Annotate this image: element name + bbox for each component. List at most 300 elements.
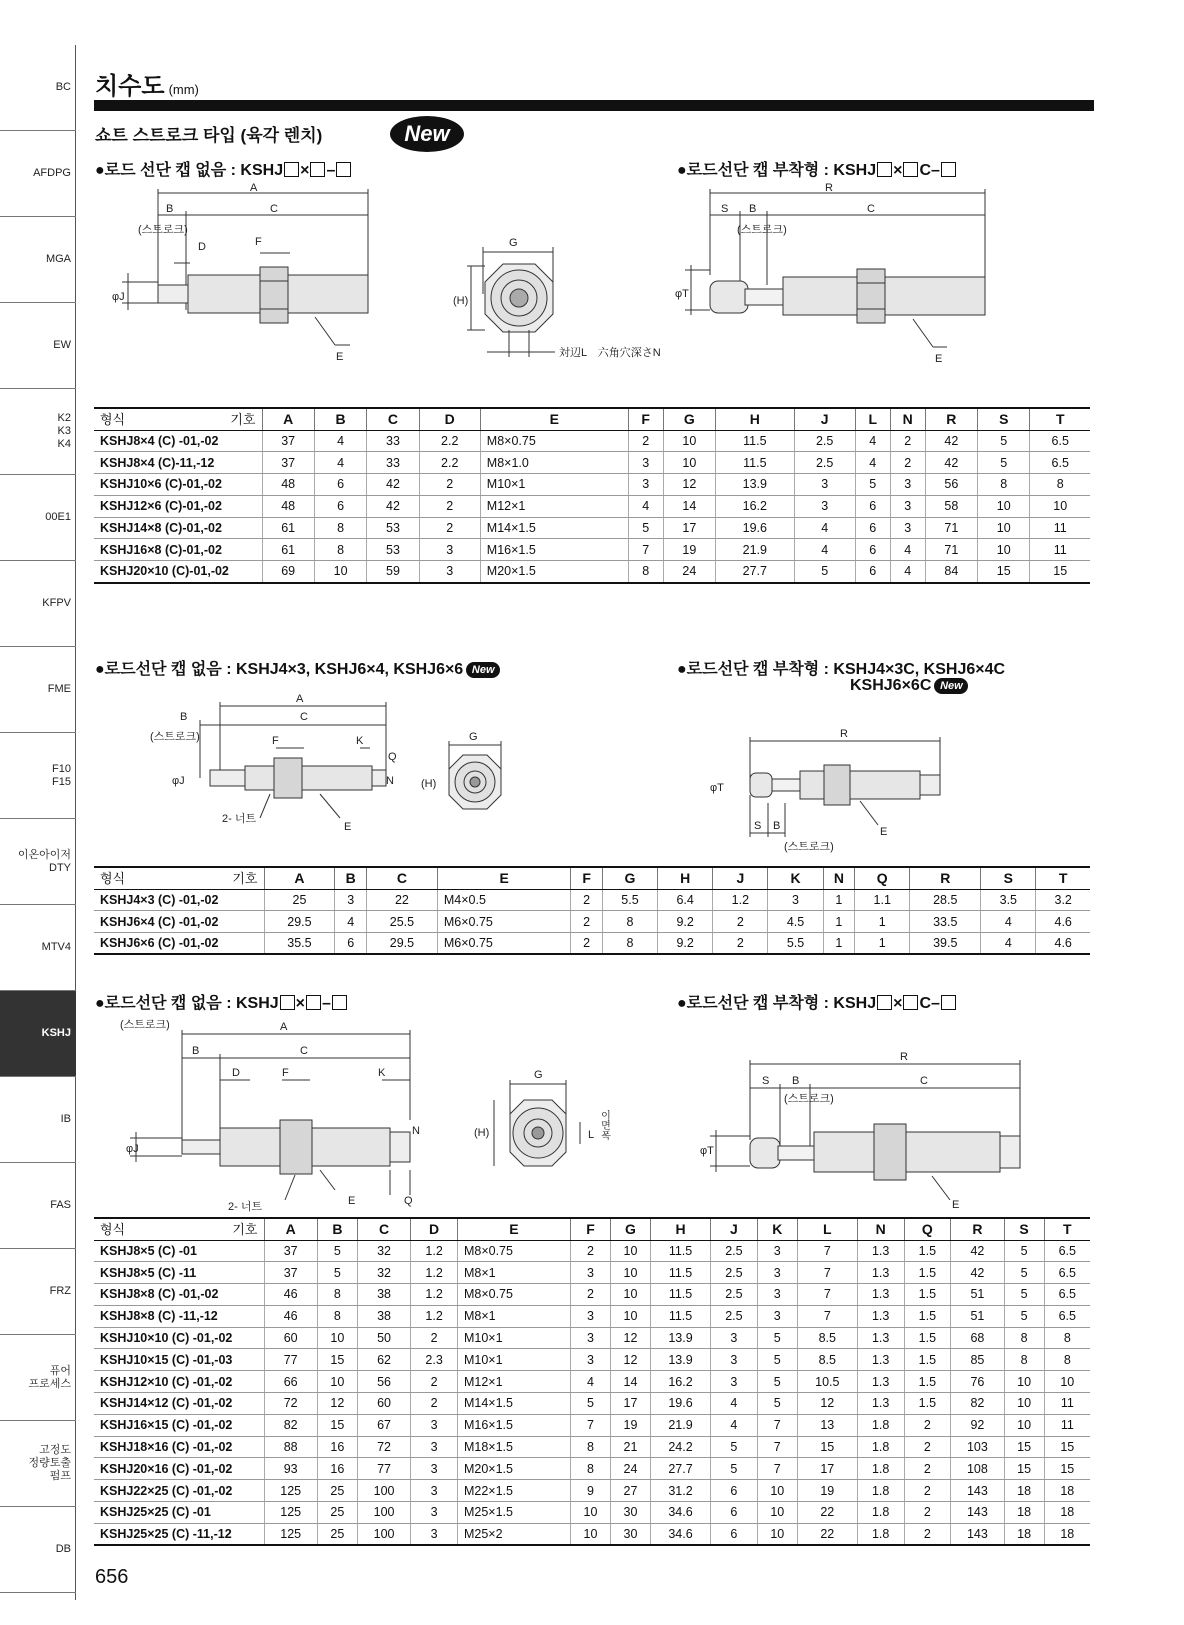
table-cell: M8×0.75 — [480, 430, 628, 452]
model-cell: KSHJ10×15 (C) -01,-03 — [94, 1349, 264, 1371]
table-cell: 10 — [978, 517, 1030, 539]
table-cell: 10 — [610, 1284, 650, 1306]
table-cell: 24.2 — [651, 1436, 711, 1458]
across-flats-label: 이면폭 — [598, 1110, 610, 1140]
column-header: J — [713, 867, 768, 889]
table-cell: 38 — [357, 1284, 410, 1306]
column-header: T — [1044, 1218, 1090, 1240]
table-cell: 7 — [570, 1414, 610, 1436]
sidebar-item-label: 프로세스 — [28, 1377, 71, 1390]
table-cell: 6 — [855, 561, 890, 583]
table-row — [94, 452, 1090, 474]
table-cell: 4.6 — [1036, 933, 1090, 955]
sidebar-item-label: 고정도 — [39, 1444, 71, 1456]
dim-label-G: G — [509, 237, 518, 249]
table-cell: 11.5 — [716, 430, 795, 452]
sidebar-item-label: F15 — [52, 775, 71, 788]
table-cell: 10 — [757, 1523, 797, 1545]
dim-label-B: B — [792, 1075, 800, 1087]
table-cell: 88 — [264, 1436, 317, 1458]
table-cell: 10 — [317, 1327, 357, 1349]
table-corner: 형식 기호 — [94, 408, 262, 430]
column-header: S — [1004, 1218, 1044, 1240]
table-cell: 1.3 — [857, 1284, 904, 1306]
table-cell: 22 — [797, 1523, 857, 1545]
table-cell: 6 — [711, 1523, 758, 1545]
column-header: A — [262, 408, 314, 430]
table-cell: 19.6 — [651, 1393, 711, 1415]
table-cell: 10 — [570, 1502, 610, 1524]
table-cell: 2 — [904, 1480, 951, 1502]
placeholder-box-icon — [306, 995, 321, 1010]
table-cell: 10.5 — [797, 1371, 857, 1393]
sidebar-item[interactable] — [0, 991, 76, 1077]
table-cell: 2 — [570, 1284, 610, 1306]
column-header: E — [480, 408, 628, 430]
table-cell: 2.5 — [794, 452, 855, 474]
table-cell: 18 — [1044, 1480, 1090, 1502]
table-cell: 4 — [794, 517, 855, 539]
column-header: B — [314, 408, 366, 430]
table-cell: 5 — [978, 452, 1030, 474]
table-cell: 6.5 — [1044, 1284, 1090, 1306]
table-cell: 5 — [1004, 1262, 1044, 1284]
sidebar-item[interactable] — [0, 303, 76, 389]
table-cell: 24 — [663, 561, 715, 583]
page-number: 656 — [95, 1566, 129, 1588]
table-cell: 143 — [951, 1523, 1004, 1545]
dim-label-B: B — [192, 1045, 200, 1057]
table-cell: 61 — [262, 539, 314, 561]
table-cell: 1.5 — [904, 1349, 951, 1371]
table-cell: 3 — [711, 1327, 758, 1349]
table-cell: M16×1.5 — [480, 539, 628, 561]
dim-label-C: C — [300, 1045, 308, 1057]
table-cell: 92 — [951, 1414, 1004, 1436]
table-cell: 3 — [628, 474, 663, 496]
table-cell: M16×1.5 — [457, 1414, 570, 1436]
table-cell: 2 — [713, 911, 768, 933]
title-bar-divider — [94, 100, 1094, 111]
table-cell: 33.5 — [910, 911, 981, 933]
table-cell: 125 — [264, 1523, 317, 1545]
table-cell: 15 — [797, 1436, 857, 1458]
sidebar-item[interactable] — [0, 819, 76, 905]
table-cell: 1 — [855, 933, 910, 955]
sidebar-item[interactable] — [0, 561, 76, 647]
table-cell: 8 — [317, 1284, 357, 1306]
table-cell: 100 — [357, 1480, 410, 1502]
sidebar-item[interactable] — [0, 1249, 76, 1335]
table-cell: 37 — [262, 452, 314, 474]
column-header: F — [628, 408, 663, 430]
table-cell: 67 — [357, 1414, 410, 1436]
table-corner: 형식 기호 — [94, 867, 264, 889]
table-cell: 82 — [264, 1414, 317, 1436]
column-header: A — [264, 1218, 317, 1240]
table-row — [94, 1458, 1090, 1480]
sidebar-item-label: F10 — [52, 762, 71, 775]
table-cell: 2 — [904, 1523, 951, 1545]
model-cell: KSHJ16×8 (C)-01,-02 — [94, 539, 262, 561]
table-cell: 27.7 — [716, 561, 795, 583]
column-header: H — [658, 867, 713, 889]
table-cell: 42 — [951, 1240, 1004, 1262]
table-cell: 10 — [1004, 1414, 1044, 1436]
sidebar-item-label: K3 — [57, 425, 71, 437]
dim-label-R: R — [900, 1051, 908, 1063]
dim-label-H: (H) — [474, 1127, 490, 1139]
table-cell: M14×1.5 — [457, 1393, 570, 1415]
table-cell: 48 — [262, 474, 314, 496]
table-cell: 12 — [317, 1393, 357, 1415]
table-cell: 10 — [1004, 1371, 1044, 1393]
dim-label-E: E — [344, 821, 352, 833]
sidebar-item[interactable] — [0, 389, 76, 475]
table-cell: 9.2 — [658, 911, 713, 933]
table-cell: M8×1 — [457, 1262, 570, 1284]
table-cell: 1.8 — [857, 1502, 904, 1524]
table-cell: 6 — [335, 933, 367, 955]
column-header: G — [602, 867, 657, 889]
spec-table-2 — [94, 866, 1090, 955]
table-cell: 14 — [610, 1371, 650, 1393]
model-cell: KSHJ8×4 (C) -01,-02 — [94, 430, 262, 452]
table-cell: 2 — [411, 1371, 458, 1393]
sidebar-item[interactable] — [0, 1507, 76, 1593]
column-header: G — [610, 1218, 650, 1240]
table-cell: 33 — [367, 452, 419, 474]
table-cell: 11.5 — [651, 1305, 711, 1327]
table-cell: 12 — [663, 474, 715, 496]
table-cell: 3 — [411, 1523, 458, 1545]
sidebar-item-label: MTV4 — [41, 941, 71, 953]
table-cell: 1.8 — [857, 1523, 904, 1545]
dim-label-L: L — [588, 1129, 595, 1141]
table-cell: 3 — [794, 474, 855, 496]
table-cell: 10 — [757, 1480, 797, 1502]
table-cell: 1.5 — [904, 1284, 951, 1306]
table-cell: 143 — [951, 1480, 1004, 1502]
column-header: T — [1030, 408, 1090, 430]
section1-drawing-no-cap — [110, 182, 380, 370]
nut-label: 2- 너트 — [222, 813, 257, 825]
table-cell: 4 — [711, 1414, 758, 1436]
table-cell: 1.3 — [857, 1327, 904, 1349]
column-header: L — [797, 1218, 857, 1240]
section1-drawing-with-cap — [675, 182, 995, 370]
table-row — [94, 474, 1090, 496]
sidebar-item[interactable] — [0, 733, 76, 819]
spec-table-3 — [94, 1217, 1090, 1546]
sidebar-item[interactable] — [0, 1421, 76, 1507]
table-cell: 5 — [757, 1349, 797, 1371]
table-cell: 5 — [711, 1458, 758, 1480]
table-cell: 8 — [314, 539, 366, 561]
table-cell: 15 — [1004, 1458, 1044, 1480]
table-cell: 5 — [570, 1393, 610, 1415]
table-cell: 1.8 — [857, 1458, 904, 1480]
sidebar-item[interactable] — [0, 1335, 76, 1421]
table-cell: 28.5 — [910, 889, 981, 911]
sidebar-item[interactable] — [0, 45, 76, 131]
table-cell: 42 — [367, 495, 419, 517]
table-cell: 4 — [711, 1393, 758, 1415]
model-cell: KSHJ25×25 (C) -01 — [94, 1502, 264, 1524]
table-row — [94, 1480, 1090, 1502]
table-cell: 16.2 — [716, 495, 795, 517]
table-cell: 7 — [757, 1414, 797, 1436]
table-cell: 5.5 — [602, 889, 657, 911]
dim-label-stroke: (스트로크) — [784, 841, 834, 853]
table-row — [94, 1262, 1090, 1284]
table-cell: 72 — [357, 1436, 410, 1458]
table-cell: 3 — [890, 495, 925, 517]
table-cell: 19 — [610, 1414, 650, 1436]
table-row — [94, 1436, 1090, 1458]
table-cell: 4 — [981, 933, 1036, 955]
table-cell: 8 — [570, 1436, 610, 1458]
table-cell: 22 — [797, 1502, 857, 1524]
table-cell: 10 — [1004, 1393, 1044, 1415]
column-header: E — [437, 867, 570, 889]
model-cell: KSHJ12×6 (C)-01,-02 — [94, 495, 262, 517]
column-header: N — [823, 867, 855, 889]
table-cell: 5 — [757, 1371, 797, 1393]
table-cell: 1.5 — [904, 1305, 951, 1327]
table-cell: 12 — [797, 1393, 857, 1415]
table-cell: 29.5 — [366, 933, 437, 955]
dim-label-Q: Q — [388, 751, 397, 763]
table-cell: 2 — [890, 430, 925, 452]
table-cell: 14 — [663, 495, 715, 517]
table-cell: 2 — [628, 430, 663, 452]
table-cell: 2.5 — [711, 1262, 758, 1284]
table-cell: 61 — [262, 517, 314, 539]
section3-drawing-with-cap — [700, 1050, 1030, 1211]
dim-label-stroke: (스트로크) — [138, 224, 188, 236]
table-cell: 8.5 — [797, 1327, 857, 1349]
table-cell: 11.5 — [651, 1240, 711, 1262]
table-cell: 1.3 — [857, 1393, 904, 1415]
table-cell: 1.2 — [411, 1284, 458, 1306]
column-header: R — [910, 867, 981, 889]
table-cell: 42 — [925, 430, 977, 452]
placeholder-box-icon — [877, 162, 892, 177]
column-header: T — [1036, 867, 1090, 889]
sidebar-item[interactable] — [0, 475, 76, 561]
table-cell: 6.5 — [1044, 1240, 1090, 1262]
dim-label-A: A — [250, 182, 258, 194]
table-cell: 5 — [1004, 1284, 1044, 1306]
table-cell: 60 — [264, 1327, 317, 1349]
new-badge: New — [390, 116, 464, 152]
dim-label-F: F — [272, 735, 279, 747]
table-cell: M4×0.5 — [437, 889, 570, 911]
table-cell: 103 — [951, 1436, 1004, 1458]
dim-label-E: E — [880, 826, 888, 838]
table-cell: 125 — [264, 1502, 317, 1524]
table-cell: 11.5 — [716, 452, 795, 474]
table-cell: 56 — [925, 474, 977, 496]
table-cell: 10 — [1044, 1371, 1090, 1393]
table-cell: 5.5 — [768, 933, 823, 955]
placeholder-box-icon — [903, 162, 918, 177]
table-cell: 30 — [610, 1523, 650, 1545]
sidebar-item[interactable] — [0, 131, 76, 217]
table-cell: 125 — [264, 1480, 317, 1502]
dim-label-N: N — [386, 775, 394, 787]
dim-label-stroke: (스트로크) — [150, 731, 200, 743]
dim-label-C: C — [867, 203, 875, 215]
table-cell: 3 — [419, 561, 480, 583]
table-cell: 25 — [264, 889, 335, 911]
model-cell: KSHJ14×8 (C)-01,-02 — [94, 517, 262, 539]
sidebar-item-label: FAS — [50, 1199, 71, 1211]
table-row — [94, 1349, 1090, 1371]
table-cell: 8 — [1030, 474, 1090, 496]
dim-label-D: D — [198, 241, 206, 253]
sidebar-item-label: AFDPG — [33, 167, 71, 179]
table-row — [94, 1305, 1090, 1327]
sidebar-item-label: KFPV — [42, 597, 71, 609]
dim-label-J: φJ — [126, 1143, 139, 1155]
dim-label-B: B — [773, 820, 781, 832]
table-cell: 8 — [628, 561, 663, 583]
table-cell: 2 — [571, 889, 603, 911]
model-cell: KSHJ10×10 (C) -01,-02 — [94, 1327, 264, 1349]
sidebar-item[interactable] — [0, 217, 76, 303]
table-cell: 1 — [823, 889, 855, 911]
placeholder-box-icon — [336, 162, 351, 177]
section3-left-title: ●로드선단 캡 없음 : KSHJ × – — [95, 990, 348, 1013]
column-header: L — [855, 408, 890, 430]
dim-label-E: E — [935, 353, 943, 365]
dim-label-J: φJ — [112, 291, 125, 303]
table-cell: 19.6 — [716, 517, 795, 539]
sidebar-item-label: FRZ — [49, 1285, 71, 1297]
table-cell: 46 — [264, 1284, 317, 1306]
table-cell: M25×2 — [457, 1523, 570, 1545]
table-row — [94, 430, 1090, 452]
table-cell: 71 — [925, 517, 977, 539]
table-cell: 10 — [1030, 495, 1090, 517]
sidebar-item[interactable] — [0, 905, 76, 991]
table-cell: 10 — [610, 1240, 650, 1262]
table-cell: 11 — [1044, 1393, 1090, 1415]
table-corner: 형식 기호 — [94, 1218, 264, 1240]
dim-label-H: (H) — [421, 778, 437, 790]
table-cell: 7 — [797, 1284, 857, 1306]
table-cell: 33 — [367, 430, 419, 452]
table-cell: 10 — [314, 561, 366, 583]
table-cell: 6.5 — [1030, 452, 1090, 474]
model-cell: KSHJ20×16 (C) -01,-02 — [94, 1458, 264, 1480]
table-cell: 143 — [951, 1502, 1004, 1524]
table-cell: M22×1.5 — [457, 1480, 570, 1502]
table-row — [94, 1371, 1090, 1393]
table-cell: 15 — [1004, 1436, 1044, 1458]
column-header: Q — [855, 867, 910, 889]
sidebar-item[interactable] — [0, 1077, 76, 1163]
table-cell: 3.2 — [1036, 889, 1090, 911]
table-cell: 60 — [357, 1393, 410, 1415]
table-cell: 5 — [978, 430, 1030, 452]
table-cell: 66 — [264, 1371, 317, 1393]
dim-label-D: D — [232, 1067, 240, 1079]
table-cell: 1.3 — [857, 1262, 904, 1284]
table-cell: 3 — [890, 474, 925, 496]
table-cell: 2 — [419, 474, 480, 496]
table-cell: 1.5 — [904, 1371, 951, 1393]
table-cell: M10×1 — [457, 1327, 570, 1349]
table-cell: 6 — [314, 495, 366, 517]
table-cell: 4 — [335, 911, 367, 933]
table-cell: 1.5 — [904, 1393, 951, 1415]
column-header: S — [978, 408, 1030, 430]
table-cell: 5 — [628, 517, 663, 539]
table-cell: 5 — [855, 474, 890, 496]
table-cell: 4 — [890, 561, 925, 583]
table-cell: 108 — [951, 1458, 1004, 1480]
model-cell: KSHJ14×12 (C) -01,-02 — [94, 1393, 264, 1415]
table-cell: 1.3 — [857, 1305, 904, 1327]
column-header: F — [571, 867, 603, 889]
table-cell: 3 — [757, 1284, 797, 1306]
table-cell: 15 — [317, 1349, 357, 1371]
table-cell: 3 — [570, 1305, 610, 1327]
table-cell: 1.2 — [411, 1305, 458, 1327]
table-cell: 17 — [797, 1458, 857, 1480]
table-cell: M6×0.75 — [437, 933, 570, 955]
dim-label-B: B — [166, 203, 174, 215]
table-cell: 1.1 — [855, 889, 910, 911]
sidebar-item-label: K2 — [57, 412, 71, 424]
table-cell: 76 — [951, 1371, 1004, 1393]
table-cell: 9 — [570, 1480, 610, 1502]
dim-label-E: E — [952, 1199, 960, 1211]
section3-right-title: ●로드선단 캡 부착형 : KSHJ × C– — [677, 990, 957, 1013]
model-cell: KSHJ10×6 (C)-01,-02 — [94, 474, 262, 496]
sidebar-item-label: DB — [55, 1543, 71, 1555]
table-row — [94, 1240, 1090, 1262]
sidebar-item-label: 펌프 — [49, 1470, 71, 1482]
sidebar-item-label: DTY — [49, 861, 71, 874]
column-header: H — [716, 408, 795, 430]
table-cell: 4 — [628, 495, 663, 517]
column-header: D — [411, 1218, 458, 1240]
table-cell: 6 — [855, 495, 890, 517]
table-cell: 34.6 — [651, 1523, 711, 1545]
placeholder-box-icon — [941, 162, 956, 177]
table-cell: 7 — [797, 1262, 857, 1284]
table-cell: 42 — [951, 1262, 1004, 1284]
table-cell: 11.5 — [651, 1284, 711, 1306]
sidebar-item-label: 00E1 — [45, 511, 71, 523]
table-cell: 15 — [317, 1414, 357, 1436]
sidebar-item[interactable] — [0, 1163, 76, 1249]
sidebar-item[interactable] — [0, 647, 76, 733]
dim-label-E: E — [336, 351, 344, 363]
table-cell: 6 — [855, 517, 890, 539]
table-cell: 35.5 — [264, 933, 335, 955]
table-cell: 32 — [357, 1262, 410, 1284]
table-cell: 3 — [757, 1305, 797, 1327]
column-header: R — [951, 1218, 1004, 1240]
dim-label-A: A — [296, 693, 304, 705]
table-cell: 71 — [925, 539, 977, 561]
table-cell: 10 — [757, 1502, 797, 1524]
